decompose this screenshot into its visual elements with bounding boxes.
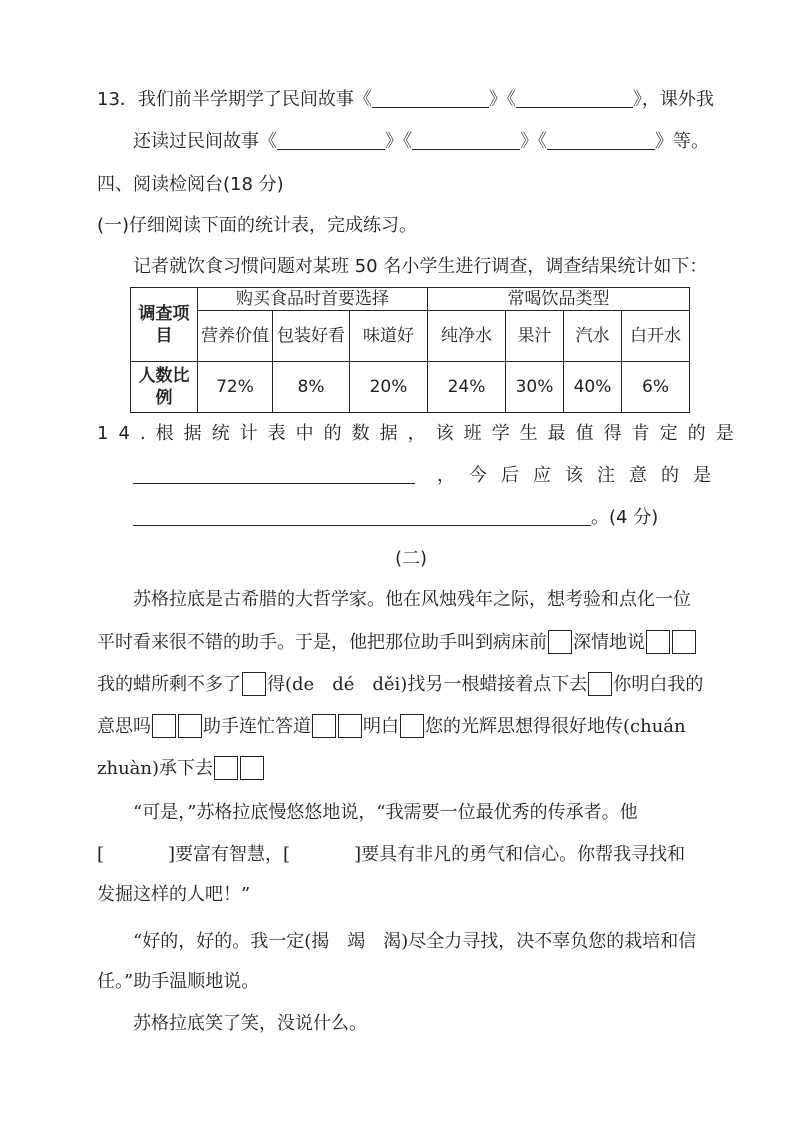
passage-p2-line-3: 发掘这样的人吧！”	[97, 884, 251, 905]
part1-intro: 记者就饮食习惯问题对某班 50 名小学生进行调查，调查结果统计如下：	[133, 256, 708, 277]
part2-heading: (二)	[394, 548, 428, 569]
table-group-food: 购买食品时首要选择	[198, 288, 428, 311]
q13-line1-suffix: 》，课外我	[632, 89, 714, 110]
passage-text: ]要具有非凡的勇气和信心。你帮我寻找和	[354, 844, 686, 865]
punctuation-box[interactable]	[672, 630, 696, 654]
table-food-value: 72%	[198, 362, 273, 413]
q13-blank-3[interactable]	[277, 129, 385, 150]
table-drink-item: 白开水	[622, 311, 690, 362]
passage-text: 意思吗	[97, 716, 151, 737]
passage-text: 你明白我的	[613, 674, 704, 695]
punctuation-box[interactable]	[214, 756, 238, 780]
table-food-item: 营养价值	[198, 311, 273, 362]
passage-p1-line-4	[97, 714, 725, 740]
passage-p1-line-2	[97, 630, 725, 656]
passage-p3-line-2: 任。”助手温顺地说。	[97, 971, 260, 992]
table-drink-value: 24%	[428, 362, 506, 413]
passage-text: zhuàn)承下去	[97, 758, 214, 779]
survey-table	[130, 287, 690, 413]
q13-blank-5[interactable]	[547, 129, 655, 150]
q14-line-2	[133, 463, 725, 489]
q14-line-1: 14.根据统计表中的数据，该班学生最值得肯定的是	[97, 423, 744, 444]
q13-line1-mid: 》《	[488, 89, 516, 110]
punctuation-box[interactable]	[338, 714, 362, 738]
punctuation-box[interactable]	[548, 630, 572, 654]
q14-line3-suffix: 。(4 分)	[591, 507, 659, 528]
passage-text: 得(de dé děi)找另一根蜡接着点下去	[267, 674, 588, 695]
table-drink-value: 30%	[506, 362, 564, 413]
q13-line2-prefix: 还读过民间故事《	[133, 131, 277, 152]
q13-blank-1[interactable]	[372, 87, 489, 108]
q13-blank-4[interactable]	[412, 129, 520, 150]
passage-p1-line-3	[97, 672, 725, 698]
punctuation-box[interactable]	[588, 672, 612, 696]
passage-text: 明白	[363, 716, 399, 737]
punctuation-box[interactable]	[242, 672, 266, 696]
passage-p2-line-1: “可是，”苏格拉底慢悠悠地说，“我需要一位最优秀的传承者。他	[133, 802, 638, 823]
q13-line-1	[97, 87, 725, 113]
q14-blank-2[interactable]	[133, 505, 591, 526]
q13-line1-prefix: 13．我们前半学期学了民间故事《	[97, 89, 372, 110]
table-food-item: 包装好看	[273, 311, 350, 362]
q14-line2-suffix: ，今后应该注意的是	[437, 465, 725, 486]
table-drink-item: 汽水	[564, 311, 622, 362]
table-drink-item: 果汁	[506, 311, 564, 362]
passage-p4-line-1: 苏格拉底笑了笑，没说什么。	[133, 1013, 367, 1034]
passage-text: 平时看来很不错的助手。于是，他把那位助手叫到病床前	[97, 632, 547, 653]
punctuation-box[interactable]	[152, 714, 176, 738]
passage-text: 我的蜡所剩不多了	[97, 674, 241, 695]
punctuation-box[interactable]	[312, 714, 336, 738]
passage-text: ]要富有智慧，[	[168, 844, 291, 865]
punctuation-box[interactable]	[240, 756, 264, 780]
passage-text: 深情地说	[573, 632, 645, 653]
passage-p1-line-1: 苏格拉底是古希腊的大哲学家。他在风烛残年之际，想考验和点化一位	[133, 589, 691, 610]
q13-line2-suffix: 》等。	[655, 131, 709, 152]
table-header-ratio: 人数比例	[131, 362, 198, 413]
q13-line-2	[133, 129, 725, 155]
q13-blank-2[interactable]	[516, 87, 633, 108]
q13-line2-mid2: 》《	[520, 131, 547, 152]
table-drink-item: 纯净水	[428, 311, 506, 362]
part1-instruction: (一)仔细阅读下面的统计表，完成练习。	[97, 215, 418, 236]
punctuation-box[interactable]	[646, 630, 670, 654]
punctuation-box[interactable]	[400, 714, 424, 738]
passage-p3-line-1: “好的，好的。我一定(揭 竭 渴)尽全力寻找，决不辜负您的栽培和信	[133, 931, 697, 952]
section-heading: 四、阅读检阅台(18 分)	[97, 174, 284, 195]
passage-text: [	[97, 844, 105, 865]
table-food-item: 味道好	[350, 311, 428, 362]
table-food-value: 8%	[273, 362, 350, 413]
q14-line-3	[133, 505, 725, 531]
passage-text: 您的光辉思想得很好地传(chuán	[425, 716, 686, 737]
table-header-survey-item: 调查项目	[131, 288, 198, 362]
table-drink-value: 40%	[564, 362, 622, 413]
q13-line2-mid1: 》《	[385, 131, 412, 152]
punctuation-box[interactable]	[178, 714, 202, 738]
table-food-value: 20%	[350, 362, 428, 413]
q14-blank-1[interactable]	[133, 463, 415, 484]
table-group-drink: 常喝饮品类型	[428, 288, 690, 311]
passage-text: 助手连忙答道	[203, 716, 311, 737]
passage-p2-line-2	[97, 842, 725, 868]
passage-p1-line-5	[97, 756, 725, 782]
table-drink-value: 6%	[622, 362, 690, 413]
